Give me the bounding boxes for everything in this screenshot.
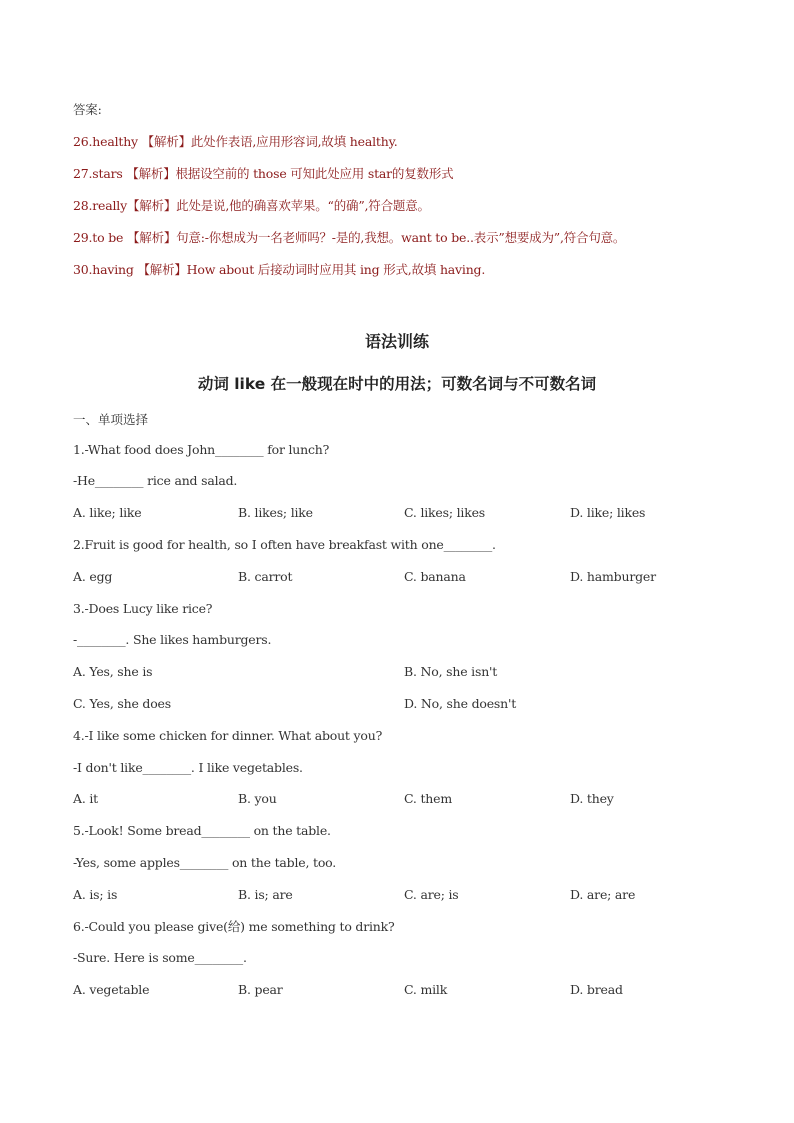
question-6-option-a: A. vegetable xyxy=(73,982,150,997)
answer-29: 29.to be 【解析】句意:-你想成为一名老师吗？-是的,我想。want to be..表示”想要成为”,符合句意。 xyxy=(73,230,626,245)
question-4-option-c: C. them xyxy=(404,791,452,806)
question-2-option-c: C. banana xyxy=(404,569,466,584)
question-1-line-1: 1.-What food does John________ for lunch? xyxy=(73,442,330,457)
question-6-line-2: -Sure. Here is some________. xyxy=(73,950,247,965)
part-label: 一、单项选择 xyxy=(73,412,149,427)
question-2-line-1: 2.Fruit is good for health, so I often have breakfast with one________. xyxy=(73,537,496,552)
question-5-line-2: -Yes, some apples________ on the table, too. xyxy=(73,855,337,870)
question-6-option-d: D. bread xyxy=(570,982,623,997)
question-3-option-d: D. No, she doesn't xyxy=(404,696,517,711)
question-5-option-d: D. are; are xyxy=(570,887,636,902)
answer-27: 27.stars 【解析】根据设空前的 those 可知此处应用 star的复数形式 xyxy=(73,166,454,181)
question-4-option-a: A. it xyxy=(73,791,98,806)
question-1-option-d: D. like; likes xyxy=(570,505,646,520)
question-1-option-b: B. likes; like xyxy=(238,505,313,520)
question-5-option-b: B. is; are xyxy=(238,887,293,902)
question-2-option-d: D. hamburger xyxy=(570,569,656,584)
question-1-option-a: A. like; like xyxy=(73,505,142,520)
question-1-option-c: C. likes; likes xyxy=(404,505,486,520)
question-3-option-a: A. Yes, she is xyxy=(73,664,153,679)
question-4-line-1: 4.-I like some chicken for dinner. What about you? xyxy=(73,728,383,743)
question-2-option-a: A. egg xyxy=(73,569,113,584)
question-1-line-2: -He________ rice and salad. xyxy=(73,473,238,488)
question-6-option-c: C. milk xyxy=(404,982,448,997)
answers-label: 答案: xyxy=(73,102,102,117)
question-4-line-2: -I don't like________. I like vegetables. xyxy=(73,760,303,775)
question-4-option-b: B. you xyxy=(238,791,277,806)
question-5-line-1: 5.-Look! Some bread________ on the table. xyxy=(73,823,331,838)
answer-28: 28.really【解析】此处是说,他的确喜欢苹果。“的确”,符合题意。 xyxy=(73,198,430,213)
question-5-option-a: A. is; is xyxy=(73,887,118,902)
section-subtitle: 动词 like 在一般现在时中的用法；可数名词与不可数名词 xyxy=(197,375,597,393)
question-3-line-1: 3.-Does Lucy like rice? xyxy=(73,601,213,616)
question-4-option-d: D. they xyxy=(570,791,614,806)
section-title: 语法训练 xyxy=(364,332,429,351)
answer-30: 30.having 【解析】How about 后接动词时应用其 ing 形式,故填 having. xyxy=(73,262,486,277)
question-2-option-b: B. carrot xyxy=(238,569,293,584)
question-3-option-b: B. No, she isn't xyxy=(404,664,498,679)
answer-26: 26.healthy 【解析】此处作表语,应用形容词,故填 healthy. xyxy=(73,134,398,149)
question-5-option-c: C. are; is xyxy=(404,887,459,902)
question-6-option-b: B. pear xyxy=(238,982,283,997)
question-6-line-1: 6.-Could you please give(给) me something to drink? xyxy=(73,919,395,934)
question-3-line-2: -________. She likes hamburgers. xyxy=(73,632,272,647)
question-3-option-c: C. Yes, she does xyxy=(73,696,171,711)
